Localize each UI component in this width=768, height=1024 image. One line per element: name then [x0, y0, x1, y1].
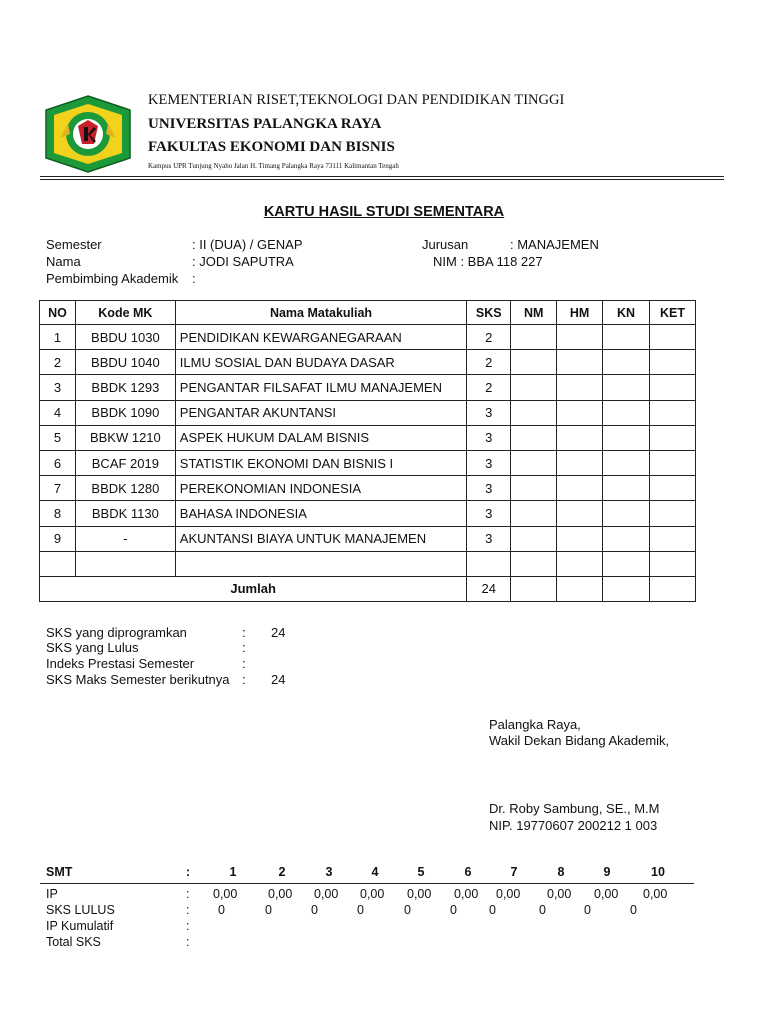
smt-label: SMT	[46, 865, 73, 879]
table-row	[40, 400, 696, 425]
courses-table	[39, 300, 696, 602]
row-kode: BBDK 1090	[75, 400, 175, 425]
ips-label: Indeks Prestasi Semester	[46, 656, 195, 671]
row-kode: BBDK 1130	[75, 501, 175, 526]
total-sks-colon: :	[186, 935, 190, 949]
row-nama: BAHASA INDONESIA	[175, 501, 466, 526]
row-sks: 3	[467, 501, 511, 526]
semester-label: Semester	[46, 237, 102, 252]
row-kode: BBDK 1280	[75, 476, 175, 501]
col-header-sks: SKS	[467, 301, 511, 325]
row-kn	[603, 325, 650, 350]
row-kn	[603, 476, 650, 501]
sks-lulus-value: 0	[218, 903, 225, 917]
row-nm	[511, 526, 557, 551]
row-nama: STATISTIK EKONOMI DAN BISNIS I	[175, 450, 466, 475]
semester-value: : II (DUA) / GENAP	[192, 237, 303, 252]
sks-max-value: 24	[271, 672, 286, 687]
row-sks: 2	[467, 325, 511, 350]
row-sks: 3	[467, 400, 511, 425]
sks-lulus-colon: :	[186, 903, 190, 917]
table-row	[40, 476, 696, 501]
row-kode: BCAF 2019	[75, 450, 175, 475]
row-ket	[650, 526, 696, 551]
row-sks: 2	[467, 350, 511, 375]
table-row	[40, 501, 696, 526]
row-hm	[557, 325, 603, 350]
ip-value: 0,00	[643, 887, 668, 901]
row-sks: 3	[467, 476, 511, 501]
smt-number: 6	[464, 865, 472, 879]
row-kn	[603, 501, 650, 526]
row-nm	[511, 476, 557, 501]
row-nm	[511, 400, 557, 425]
row-sks: 3	[467, 526, 511, 551]
row-nama: PENGANTAR AKUNTANSI	[175, 400, 466, 425]
row-ket	[650, 425, 696, 450]
row-sks: 3	[467, 450, 511, 475]
row-no: 8	[40, 501, 76, 526]
smt-number: 5	[417, 865, 425, 879]
row-nm	[511, 501, 557, 526]
row-ket	[650, 375, 696, 400]
ip-value: 0,00	[407, 887, 432, 901]
row-nama: ASPEK HUKUM DALAM BISNIS	[175, 425, 466, 450]
row-hm	[557, 476, 603, 501]
sks-lulus-value: 0	[404, 903, 411, 917]
row-ket	[650, 450, 696, 475]
row-ket	[650, 476, 696, 501]
smt-number: 10	[651, 865, 665, 879]
pembimbing-value: :	[192, 271, 196, 286]
nama-label: Nama	[46, 254, 81, 269]
sks-lulus-value: 0	[311, 903, 318, 917]
table-row	[40, 325, 696, 350]
jumlah-label: Jumlah	[40, 576, 467, 601]
row-no: 9	[40, 526, 76, 551]
table-row	[40, 375, 696, 400]
ip-value: 0,00	[496, 887, 521, 901]
smt-number: 9	[603, 865, 611, 879]
row-kn	[603, 375, 650, 400]
jurusan-label: Jurusan	[422, 237, 469, 252]
row-no: 7	[40, 476, 76, 501]
row-kode: -	[75, 526, 175, 551]
row-nm	[511, 450, 557, 475]
table-row	[40, 526, 696, 551]
ip-value: 0,00	[314, 887, 339, 901]
smt-number: 7	[510, 865, 518, 879]
col-header-nm: NM	[511, 301, 557, 325]
jumlah-value: 24	[467, 576, 511, 601]
row-nm	[511, 325, 557, 350]
sks-programmed-value: 24	[271, 625, 286, 640]
row-kn	[603, 400, 650, 425]
sks-lulus-value: 0	[450, 903, 457, 917]
signature-name: Dr. Roby Sambung, SE., M.M	[489, 801, 660, 816]
row-ket	[650, 501, 696, 526]
signature-position: Wakil Dekan Bidang Akademik,	[489, 733, 670, 748]
ip-value: 0,00	[360, 887, 385, 901]
table-row	[40, 350, 696, 375]
pembimbing-label: Pembimbing Akademik	[46, 271, 179, 286]
row-nama: PENGANTAR FILSAFAT ILMU MANAJEMEN	[175, 375, 466, 400]
col-header-nama: Nama Matakuliah	[175, 301, 466, 325]
row-sks: 3	[467, 425, 511, 450]
ip-kumulatif-colon: :	[186, 919, 190, 933]
university-logo	[38, 94, 138, 174]
row-kode: BBDK 1293	[75, 375, 175, 400]
sks-lulus-value: 0	[357, 903, 364, 917]
smt-number: 8	[557, 865, 565, 879]
ip-value: 0,00	[454, 887, 479, 901]
sks-lulus-value: 0	[489, 903, 496, 917]
row-kode: BBKW 1210	[75, 425, 175, 450]
row-nm	[511, 350, 557, 375]
row-ket	[650, 350, 696, 375]
smt-divider	[40, 883, 694, 884]
row-kode: BBDU 1040	[75, 350, 175, 375]
document-title: KARTU HASIL STUDI SEMENTARA	[263, 204, 505, 220]
row-ket	[650, 325, 696, 350]
row-hm	[557, 526, 603, 551]
col-header-no: NO	[40, 301, 76, 325]
row-no: 2	[40, 350, 76, 375]
sks-max-label: SKS Maks Semester berikutnya	[46, 672, 230, 687]
sks-lulus-label: SKS LULUS	[46, 903, 115, 917]
row-hm	[557, 501, 603, 526]
sks-passed-label: SKS yang Lulus	[46, 640, 139, 655]
nim-value: NIM : BBA 118 227	[433, 254, 543, 269]
row-kn	[603, 450, 650, 475]
row-hm	[557, 375, 603, 400]
row-hm	[557, 450, 603, 475]
row-kode: BBDU 1030	[75, 325, 175, 350]
faculty-heading: FAKULTAS EKONOMI DAN BISNIS	[148, 139, 395, 155]
row-no: 1	[40, 325, 76, 350]
ip-value: 0,00	[594, 887, 619, 901]
jurusan-value: : MANAJEMEN	[510, 237, 599, 252]
row-nama: PEREKONOMIAN INDONESIA	[175, 476, 466, 501]
ministry-heading: KEMENTERIAN RISET,TEKNOLOGI DAN PENDIDIKAN TINGGI	[148, 92, 565, 108]
col-header-kode: Kode MK	[75, 301, 175, 325]
signature-place: Palangka Raya,	[489, 717, 581, 732]
signature-nip: NIP. 19770607 200212 1 003	[489, 818, 658, 833]
row-hm	[557, 350, 603, 375]
col-header-hm: HM	[557, 301, 603, 325]
ip-value: 0,00	[213, 887, 238, 901]
sks-lulus-value: 0	[630, 903, 637, 917]
smt-colon: :	[186, 865, 191, 879]
ips-colon: :	[242, 656, 246, 671]
row-nama: PENDIDIKAN KEWARGANEGARAAN	[175, 325, 466, 350]
row-nama: AKUNTANSI BIAYA UNTUK MANAJEMEN	[175, 526, 466, 551]
ip-label: IP	[46, 887, 58, 901]
row-no: 4	[40, 400, 76, 425]
ip-value: 0,00	[547, 887, 572, 901]
row-ket	[650, 400, 696, 425]
col-header-kn: KN	[603, 301, 650, 325]
col-header-ket: KET	[650, 301, 696, 325]
sks-lulus-value: 0	[265, 903, 272, 917]
table-row	[40, 450, 696, 475]
university-heading: UNIVERSITAS PALANGKA RAYA	[148, 116, 382, 132]
sks-max-colon: :	[242, 672, 246, 687]
smt-number: 3	[325, 865, 333, 879]
row-nama: ILMU SOSIAL DAN BUDAYA DASAR	[175, 350, 466, 375]
smt-number: 1	[229, 865, 237, 879]
ip-colon: :	[186, 887, 190, 901]
table-row	[40, 425, 696, 450]
row-hm	[557, 425, 603, 450]
ip-value: 0,00	[268, 887, 293, 901]
header-divider-thick	[40, 176, 724, 177]
smt-number: 4	[371, 865, 379, 879]
sks-lulus-value: 0	[584, 903, 591, 917]
sks-passed-colon: :	[242, 640, 246, 655]
row-kn	[603, 350, 650, 375]
row-hm	[557, 400, 603, 425]
campus-address: Kampus UPR Tunjung Nyaho Jalan H. Timang Palangka Raya 73111 Kalimantan Tengah	[148, 162, 399, 170]
sks-programmed-colon: :	[242, 625, 246, 640]
row-kn	[603, 526, 650, 551]
row-nm	[511, 425, 557, 450]
row-kn	[603, 425, 650, 450]
sks-lulus-value: 0	[539, 903, 546, 917]
row-sks: 2	[467, 375, 511, 400]
row-no: 6	[40, 450, 76, 475]
sks-programmed-label: SKS yang diprogramkan	[46, 625, 187, 640]
row-no: 5	[40, 425, 76, 450]
table-total-row	[40, 576, 696, 601]
table-row-empty	[40, 551, 696, 576]
header-divider-thin	[40, 179, 724, 180]
row-no: 3	[40, 375, 76, 400]
nama-value: : JODI SAPUTRA	[192, 254, 294, 269]
table-header-row	[40, 301, 696, 325]
total-sks-label: Total SKS	[46, 935, 101, 949]
smt-number: 2	[278, 865, 286, 879]
ip-kumulatif-label: IP Kumulatif	[46, 919, 114, 933]
row-nm	[511, 375, 557, 400]
